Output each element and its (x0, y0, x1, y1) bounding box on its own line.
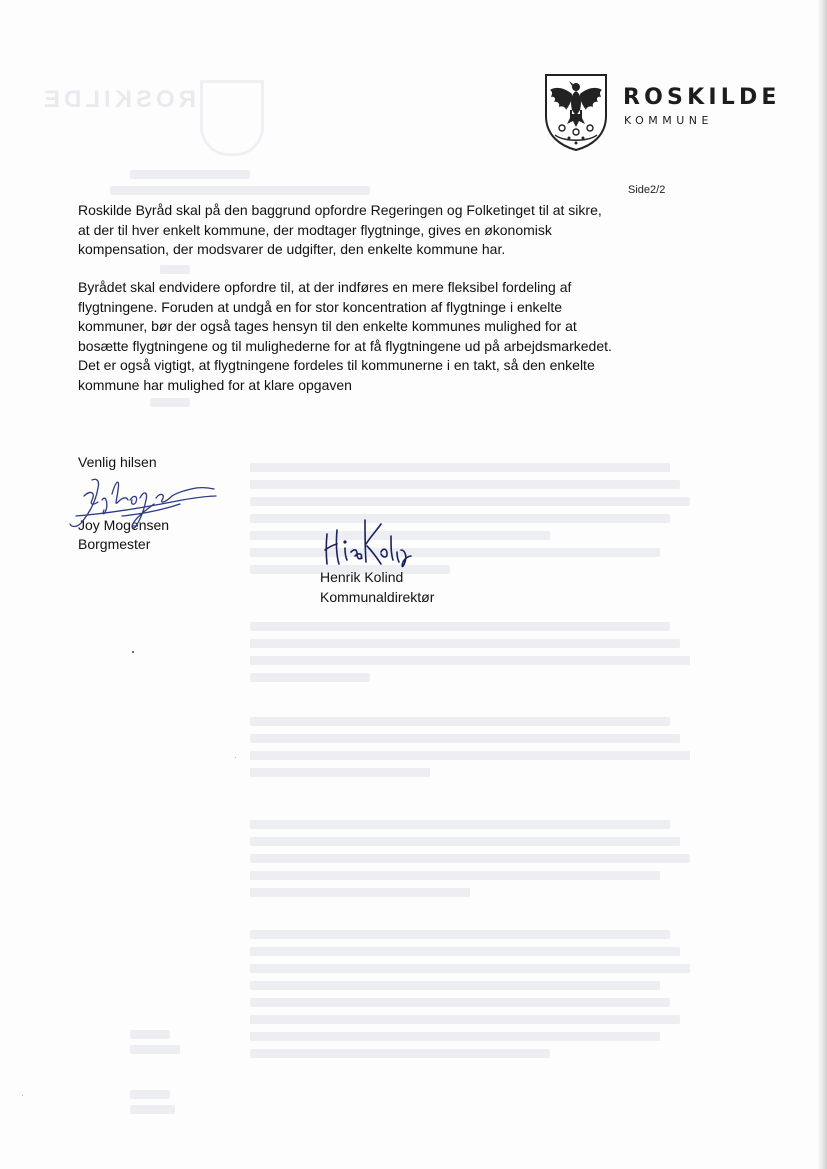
closing-greeting: Venlig hilsen (78, 454, 157, 470)
coat-of-arms-icon (543, 72, 609, 152)
body-paragraph-2 (78, 278, 638, 396)
scan-speck (132, 651, 134, 653)
signer-1-title: Borgmester (78, 536, 151, 552)
signer-2-title: Kommunaldirektør (320, 589, 435, 605)
logo-name: ROSKILDE (623, 85, 781, 110)
signature-1 (62, 470, 222, 540)
paragraph-line: flygtningene. Foruden at undgå en for stor koncentration af flygtninge i enkelte (78, 298, 563, 315)
paragraph-line: Roskilde Byråd skal på den baggrund opfordre Regeringen og Folketinget til at sikre, (78, 202, 602, 218)
signer-2-name: Henrik Kolind (320, 569, 404, 585)
signature-2 (315, 512, 415, 574)
signer-1-name: Joy Mogensen (78, 517, 170, 533)
page-number: Side2/2 (628, 184, 666, 196)
bleed-through-logo: ROSKILDE (40, 86, 197, 113)
logo-subtitle: KOMMUNE (624, 114, 713, 127)
paragraph-line: at der til hver enkelt kommune, der modtager flygtninge, gives en økonomisk (78, 221, 552, 238)
paragraph-line: bosætte flygtningene og til mulighederne for at få flygtningene ud på arbejdsmarkedet. (78, 337, 612, 354)
scan-speck (235, 757, 236, 758)
body-paragraph-1 (78, 201, 638, 260)
paragraph-line: Det er også vigtigt, at flygtningene fordeles til kommunerne i en takt, så den enkelte (78, 357, 595, 374)
roskilde-kommune-logo (543, 72, 783, 152)
bleed-through-crest (200, 80, 264, 156)
paragraph-line: kommuner, bør der også tages hensyn til den enkelte kommunes mulighed for at (78, 318, 577, 335)
paragraph-line: Byrådet skal endvidere opfordre til, at der indføres en mere fleksibel fordeling af (78, 279, 572, 295)
scan-speck (22, 1095, 23, 1096)
paragraph-line: kommune har mulighed for at klare opgaven (78, 376, 352, 393)
paragraph-line: kompensation, der modsvarer de udgifter, den enkelte kommune har. (78, 241, 506, 258)
scan-edge-shadow (817, 0, 827, 1169)
